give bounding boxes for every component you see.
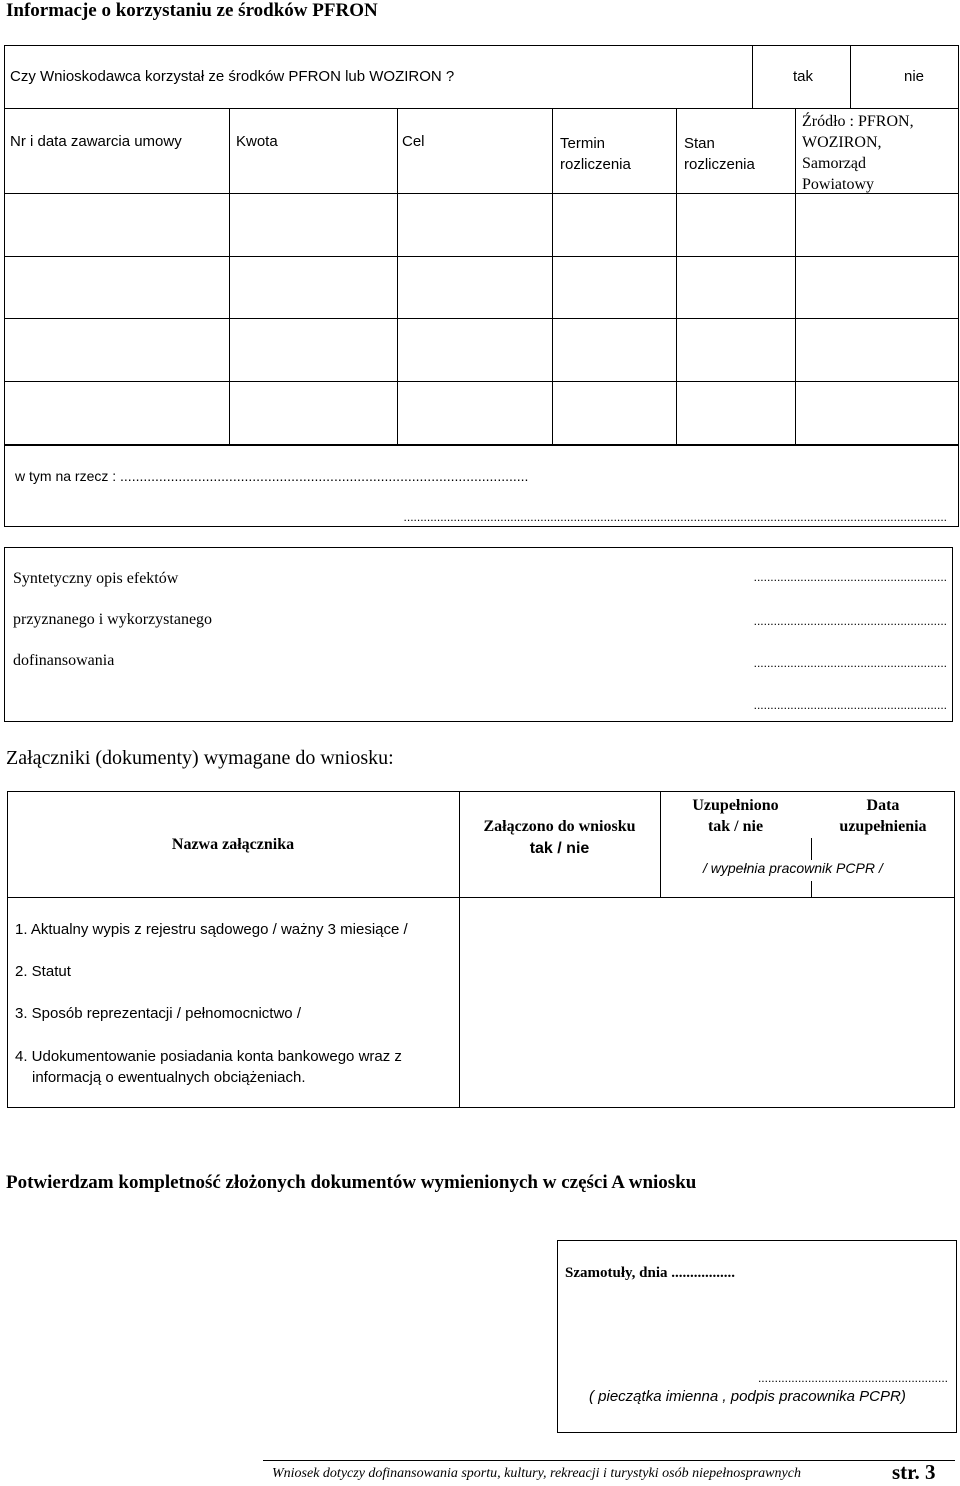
header-settlement-state-line1: Stan: [684, 135, 715, 152]
col-supplemented: [660, 795, 811, 837]
attachment-item-4-line1: 4. Udokumentowanie posiadania konta bankowego wraz z: [15, 1048, 402, 1065]
signature-dots: .........................................................: [757, 1371, 948, 1385]
attachment-item-3: 3. Sposób reprezentacji / pełnomocnictwo /: [15, 1005, 301, 1022]
in-favor-of-dots: ...................................................................................................................................................................: [403, 510, 947, 524]
effects-label-line2: przyznanego i wykorzystanego: [13, 611, 213, 628]
attachment-4-status[interactable]: [460, 1024, 954, 1107]
header-settlement-term-line2: rozliczenia: [560, 156, 631, 173]
header-source-line1: Źródło : PFRON,: [802, 113, 914, 130]
header-settlement-state: [684, 133, 755, 175]
header-contract: Nr i data zawarcia umowy: [10, 133, 182, 150]
effects-dots-4: ..........................................................: [753, 698, 947, 712]
attachment-3-status[interactable]: [460, 982, 954, 1024]
header-settlement-term: [560, 133, 631, 175]
page-number: str. 3: [892, 1460, 936, 1484]
col-attached-line1: Załączono do wniosku: [483, 818, 636, 835]
header-source-line4: Powiatowy: [802, 176, 874, 193]
pfron-empty-row-2[interactable]: [5, 257, 958, 317]
effects-dots-field[interactable]: [355, 570, 947, 715]
col-date-line2: uzupełnienia: [839, 818, 927, 835]
footer-text: Wniosek dotyczy dofinansowania sportu, kultury, rekreacji i turystyki osób niepełnosprawnych: [272, 1466, 801, 1481]
attachment-item-4: [15, 1046, 402, 1088]
pfron-empty-row-1[interactable]: [5, 194, 958, 255]
col-date-line1: Data: [866, 797, 900, 814]
confirmation-text: Potwierdzam kompletność złożonych dokumentów wymienionych w części A wniosku: [6, 1172, 697, 1193]
pfron-option-no[interactable]: nie: [904, 68, 925, 85]
header-settlement-state-line2: rozliczenia: [684, 156, 755, 173]
pfron-empty-row-4[interactable]: [5, 382, 958, 444]
page-title: Informacje o korzystaniu ze środków PFRON: [6, 0, 378, 21]
col-attached: [459, 816, 660, 860]
attachment-item-1: 1. Aktualny wypis z rejestru sądowego / ważny 3 miesiące /: [15, 921, 408, 938]
header-amount: Kwota: [236, 133, 278, 150]
attachments-heading: Załączniki (dokumenty) wymagane do wniosku:: [6, 747, 394, 769]
pfron-option-yes[interactable]: tak: [793, 68, 814, 85]
col-date: [811, 795, 955, 837]
effects-label-line1: Syntetyczny opis efektów: [13, 570, 179, 587]
in-favor-of-label: w tym na rzecz : .........................................................................................................: [15, 468, 529, 484]
header-source-line2: WOZIRON,: [802, 134, 882, 151]
effects-dots-2: ..........................................................: [753, 614, 947, 628]
header-source-line3: Samorząd: [802, 155, 866, 172]
footer-divider: [263, 1460, 955, 1461]
header-purpose: Cel: [402, 133, 425, 150]
attachment-2-status[interactable]: [460, 940, 954, 982]
staff-note: / wypełnia pracownik PCPR /: [703, 860, 883, 876]
effects-label-line3: dofinansowania: [13, 652, 115, 669]
col-supplemented-line2: tak / nie: [707, 818, 764, 835]
pfron-empty-row-3[interactable]: [5, 319, 958, 380]
col-attached-line2: tak / nie: [529, 840, 590, 857]
attachment-item-2: 2. Statut: [15, 963, 71, 980]
pfron-question: Czy Wnioskodawca korzystał ze środków PFRON lub WOZIRON ?: [10, 68, 455, 85]
effects-dots-1: ..........................................................: [753, 570, 947, 584]
place-date: Szamotuły, dnia .................: [565, 1265, 736, 1281]
attachment-item-4-line2: informacją o ewentualnych obciążeniach.: [32, 1069, 306, 1086]
header-settlement-term-line1: Termin: [560, 135, 606, 152]
header-source: [802, 111, 914, 195]
col-attachment-name: Nazwa załącznika: [171, 836, 295, 853]
attachment-1-status[interactable]: [460, 898, 954, 940]
signature-caption: ( pieczątka imienna , podpis pracownika PCPR): [589, 1388, 906, 1405]
col-supplemented-line1: Uzupełniono: [692, 797, 779, 814]
effects-dots-3: ..........................................................: [753, 656, 947, 670]
